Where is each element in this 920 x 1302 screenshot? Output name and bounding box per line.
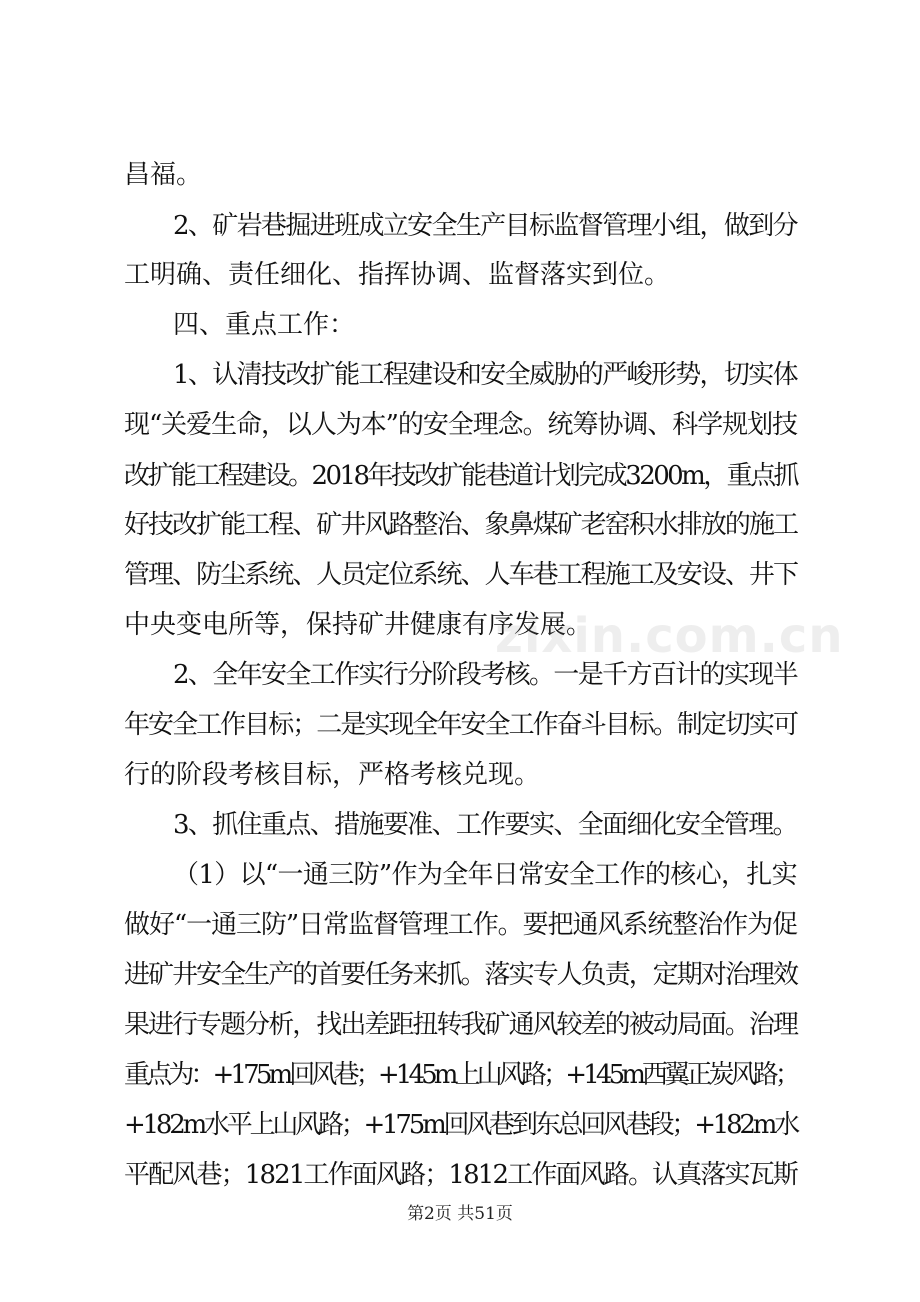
text-line-content: 改扩能工程建设。2018年技改扩能巷道计划完成3200m，重点抓 — [124, 461, 797, 491]
text-line-content: 2、矿岩巷掘进班成立安全生产目标监督管理小组，做到分 — [173, 211, 797, 241]
text-line-content: 进矿井安全生产的首要任务来抓。落实专人负责，定期对治理效 — [124, 960, 797, 990]
text-line-content: （1）以“一通三防”作为全年日常安全工作的核心，扎实 — [173, 860, 797, 890]
text-line-content: 行的阶段考核目标，严格考核兑现。 — [124, 760, 541, 790]
text-line-content: 做好“一通三防”日常监督管理工作。要把通风系统整治作为促 — [124, 910, 797, 940]
text-line-content: 2、全年安全工作实行分阶段考核。一是千方百计的实现半 — [173, 660, 797, 690]
text-line-content: 平配风巷；1821工作面风路；1812工作面风路。认真落实瓦斯 — [124, 1160, 797, 1190]
text-line-content: 工明确、责任细化、指挥协调、监督落实到位。 — [124, 260, 671, 290]
text-line-content: 好技改扩能工程、矿井风路整治、象鼻煤矿老窑积水排放的施工 — [124, 510, 797, 540]
text-line-content: 1、认清技改扩能工程建设和安全威胁的严峻形势，切实体 — [173, 360, 797, 390]
text-line-content: 重点为：+175m回风巷；+145m上山风路；+145m西翼正炭风路； — [124, 1060, 797, 1090]
page-footer: 第2页 共51页 — [407, 1204, 513, 1224]
text-line-content: 年安全工作目标；二是实现全年安全工作奋斗目标。制定切实可 — [124, 710, 797, 740]
text-line-content: 四、重点工作： — [173, 310, 356, 340]
text-line-content: 现“关爱生命，以人为本”的安全理念。统筹协调、科学规划技 — [124, 410, 797, 440]
text-line-content: 中央变电所等，保持矿井健康有序发展。 — [124, 610, 593, 640]
text-line-content: 果进行专题分析，找出差距扭转我矿通风较差的被动局面。治理 — [124, 1010, 797, 1040]
text-line-content: 昌福。 — [124, 160, 203, 190]
text-line-content: 3、抓住重点、措施要准、工作要实、全面细化安全管理。 — [173, 810, 797, 840]
text-line-content: +182m水平上山风路；+175m回风巷到东总回风巷段；+182m水 — [124, 1110, 797, 1140]
text-line-content: 管理、防尘系统、人员定位系统、人车巷工程施工及安设、井下 — [124, 560, 797, 590]
watermark: zixin.com.cn — [495, 608, 844, 664]
